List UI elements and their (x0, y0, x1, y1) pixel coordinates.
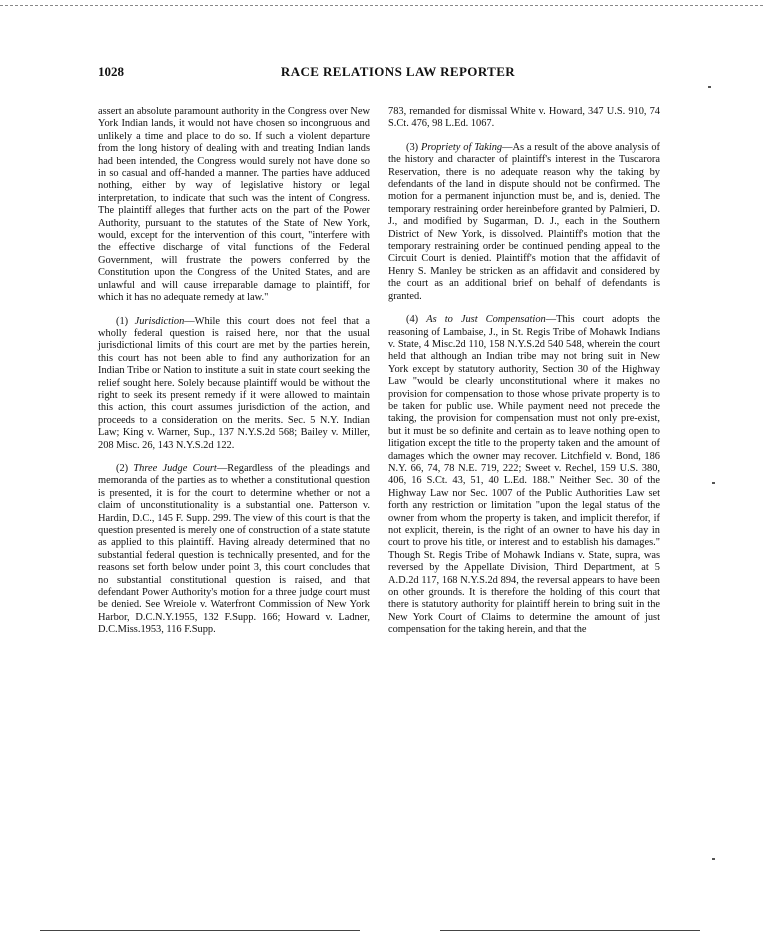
paragraph-continuation: 783, remanded for dismissal White v. Howard, 347 U.S. 910, 74 S.Ct. 476, 98 L.Ed. 1067. (388, 106, 660, 130)
paragraph-heading: Three Judge Court (133, 462, 217, 474)
scan-speck (712, 482, 715, 484)
paragraph-text: —Regardless of the pleadings and memoranda of the parties as to whether a constitutional question is presented, it is for the court to determine whether or not a claim of unconstitutionality is a substantial one. Patterson v. Hardin, D.C., 145 F. Supp. 299. The view of this court is that the question presented is merely one of construction of a state statute as applied to this plaintiff. Having already determined that no substantial federal question is technically presented, and for the reasons set forth below under point 3, this court concludes that no substantial constitutional question is raised, and that defendant Power Authority's motion for a three judge court must be denied. See Wreiole v. Waterfront Commission of New York Harbor, D.C.N.Y.1955, 132 F.Supp. 166; Howard v. Ladner, D.C.Miss.1953, 116 F.Supp. (98, 462, 370, 636)
running-title: RACE RELATIONS LAW REPORTER (280, 64, 516, 79)
paragraph-propriety-of-taking (388, 142, 660, 303)
paragraph-continuation: assert an absolute paramount authority in the Congress over New York Indian lands, it would not have chosen so incongruous and unlikely a time and place to do so. If such a violent departure from the long history of dealing with and treating Indian lands had been intended, the Congress would surely not have done so in so casual and off-handed a manner. The parties have adduced nothing, either by way of legislative history or legal interpretation, to indicate that such was the intent of Congress. The plaintiff alleges that further acts on the part of the Power Authority, pursuant to the statutes of the State of New York, would, except for the intervention of this court, "interfere with the effective discharge of vital functions of the Federal Government, will frustrate the powers conferred by the Constitution upon the Congress of the United States, and are unlawful and will cause irreparable damage to plaintiff, for which it has no adequate remedy at law." (98, 106, 370, 304)
right-column (388, 106, 660, 637)
paragraph-number: (2) (116, 462, 129, 474)
paragraph-just-compensation (388, 314, 660, 637)
scan-speck (712, 858, 715, 860)
paragraph-text: —As a result of the above analysis of the history and character of plaintiff's interest in the Tuscarora Reservation, there is no adequate reason why the taking by defendants of the land in dispute should not be confirmed. The motion for a permanent injunction must be, and is, denied. The temporary restraining order hereinbefore granted by Palmieri, D. J., and modified by Sugarman, D. J., each in the Southern District of New York, is dissolved. Plaintiff's motion that the temporary restraining order be continued pending appeal to the Circuit Court is denied. Plaintiff's motion that the affidavit of Henry S. Manley be stricken as an affidavit and considered by the court as an additional brief on behalf of defendants is granted. (388, 141, 661, 302)
left-column (98, 106, 370, 637)
page-number: 1028 (98, 64, 124, 79)
paragraph-heading: Propriety of Taking (420, 141, 503, 153)
page-header (98, 64, 658, 84)
paragraph-three-judge-court (98, 463, 370, 637)
paragraph-heading: As to Just Compensation (426, 314, 546, 326)
paragraph-text: —While this court does not feel that a wholly federal question is raised here, nor that the usual jurisdictional limits of this court are met by the parties herein, this court has not been able to find any authorization for an Indian Tribe or Nation to institute a suit in state court seeking the relief sought here. Solely because plaintiff would be without the right to seek its present remedy if it were allowed to maintain this action, this court assumes jurisdiction of the action, and proceeds to a consideration on the merits. Sec. 5 N.Y. Indian Law; King v. Warner, Sup., 137 N.Y.S.2d 568; Bailey v. Miller, 208 Misc. 26, 143 N.Y.S.2d 122. (98, 315, 370, 451)
paragraph-number: (3) (406, 141, 419, 153)
top-scan-border (0, 5, 763, 6)
bottom-scan-rule (440, 930, 700, 931)
bottom-scan-rule (40, 930, 360, 931)
paragraph-number: (1) (116, 315, 129, 327)
scan-speck (708, 86, 711, 88)
paragraph-number: (4) (406, 314, 419, 326)
paragraph-text: —This court adopts the reasoning of Lambaise, J., in St. Regis Tribe of Mohawk Indians v. State, 4 Misc.2d 110, 158 N.Y.S.2d 540 548, wherein the court held that although an Indian tribe may not bring suit in New York except by statutory authority, Section 30 of the Highway Law "would be clearly unconstitutional where it makes no provision for compensation to those whose private property is to be taken for public use. While payment need not precede the taking, the provision for compensation must not only pre-exist, but it must be so definite and certain as to leave nothing open to litigation except the title to the property taken and the amount of damages which the owner may recover. Litchfield v. Bond, 186 N.Y. 66, 74, 78 N.E. 719, 222; Sweet v. Rechel, 159 U.S. 380, 406, 16 S.Ct. 43, 51, 40 L.Ed. 188." Neither Sec. 30 of the Highway Law nor Sec. 1007 of the Public Authorities Law set forth any restriction or limitation "upon the legal status of the owner from whom the property is taken, and implicit therefor, if not explicit, therein, is the right of an owner to have his day in court to prove his title, or interest and to establish his damages." Though St. Regis Tribe of Mohawk Indians v. State, supra, was reversed by the Appellate Division, Third Department, at 5 A.D.2d 117, 168 N.Y.S.2d 894, the reversal appears to have been on other grounds. It is therefore the holding of this court that there is statutory authority for plaintiff herein to bring suit in the New York Court of Claims to determine the amount of just compensation for the taking herein, and that the (388, 314, 660, 636)
paragraph-heading: Jurisdiction (134, 315, 185, 327)
paragraph-jurisdiction (98, 316, 370, 452)
